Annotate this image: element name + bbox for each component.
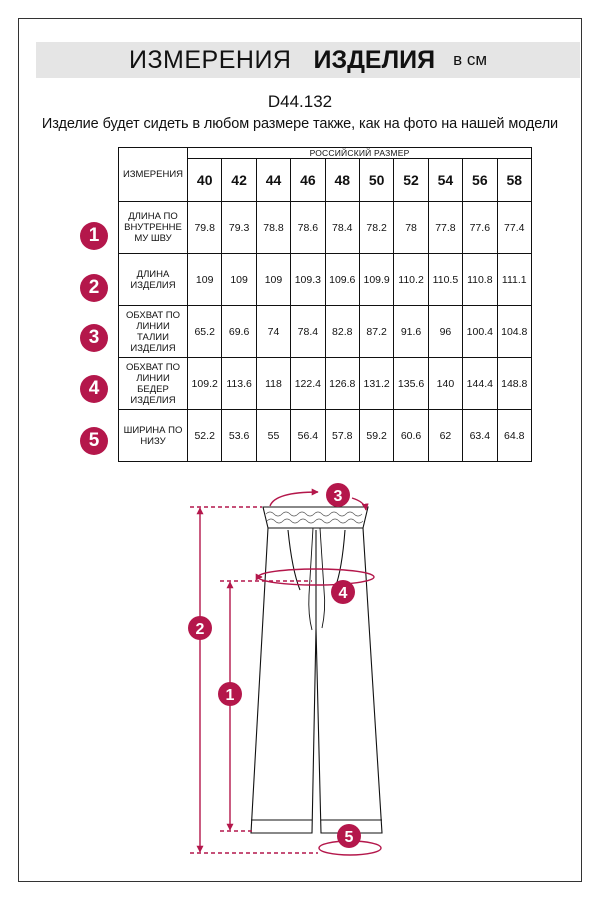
right-pocket [335,530,345,588]
title-bar [36,42,580,78]
size-header-58: 58 [497,159,532,202]
measure-1-inseam [220,581,312,831]
diagram-marker-3 [326,483,350,507]
row-label-line: ШИРИНА ПО [123,424,183,436]
drawstring [309,528,325,630]
measure-column-header: ИЗМЕРЕНИЯ [119,148,188,202]
row-label-line: ИЗДЕЛИЯ [130,342,176,354]
diagram-marker-4 [331,580,355,604]
value-cell: 109 [222,254,256,306]
value-cell: 78.4 [325,202,359,254]
row-label [119,202,188,254]
value-cell: 77.8 [428,202,462,254]
value-cell: 59.2 [359,410,393,462]
value-cell: 148.8 [497,358,532,410]
size-header-56: 56 [463,159,497,202]
diagram-marker-1 [218,682,242,706]
size-group-header: РОССИЙСКИЙ РАЗМЕР [188,148,532,159]
diagram-marker-2 [188,616,212,640]
row-label-line: ОБХВАТ ПО [125,361,181,373]
value-cell: 87.2 [359,306,393,358]
row-label-line: ВНУТРЕННЕ [124,222,182,233]
row-number-badge-5: 5 [80,427,108,455]
size-header-50: 50 [359,159,393,202]
svg-text:5: 5 [344,829,354,846]
value-cell: 79.8 [188,202,222,254]
value-cell: 110.5 [428,254,462,306]
row-label-line: МУ ШВУ [134,233,172,244]
table-body [119,202,532,462]
value-cell: 62 [428,410,462,462]
table-row [119,306,532,358]
svg-text:1: 1 [225,687,235,704]
row-label-line: ТАЛИИ [137,331,169,343]
value-cell: 111.1 [497,254,532,306]
title-unit: в см [453,50,488,69]
row-label-line: НИЗУ [140,435,166,447]
svg-text:4: 4 [338,585,348,602]
value-cell: 78.2 [359,202,393,254]
value-cell: 109 [188,254,222,306]
row-number-badge-4: 4 [80,375,108,403]
value-cell: 64.8 [497,410,532,462]
size-header-54: 54 [428,159,462,202]
model-code: D44.132 [267,92,333,111]
value-cell: 109.2 [188,358,222,410]
row-number-badge-3: 3 [80,324,108,352]
trousers-diagram [0,470,600,870]
value-cell: 63.4 [463,410,497,462]
value-cell: 126.8 [325,358,359,410]
svg-text:3: 3 [333,488,343,505]
value-cell: 65.2 [188,306,222,358]
value-cell: 52.2 [188,410,222,462]
row-label [119,410,188,462]
value-cell: 56.4 [291,410,325,462]
table-row [119,358,532,410]
row-label-line: ИЗДЕЛИЯ [130,279,176,291]
title-product: ИЗДЕЛИЯ [313,45,436,74]
value-cell: 77.4 [497,202,532,254]
waistband [263,507,368,528]
value-cell: 82.8 [325,306,359,358]
value-cell: 109.6 [325,254,359,306]
row-label-line: БЕДЕР [137,383,169,395]
row-label-line: ИЗДЕЛИЯ [130,394,176,406]
row-number-badge-1: 1 [80,222,108,250]
waistband-gather [266,512,363,523]
size-header-44: 44 [256,159,290,202]
size-header-46: 46 [291,159,325,202]
row-label-line: ЛИНИИ [136,320,170,332]
value-cell: 53.6 [222,410,256,462]
value-cell: 96 [428,306,462,358]
size-header-42: 42 [222,159,256,202]
table-row [119,410,532,462]
value-cell: 104.8 [497,306,532,358]
size-header-48: 48 [325,159,359,202]
value-cell: 110.2 [394,254,428,306]
row-label-line: ДЛИНА ПО [128,211,178,222]
row-label [119,254,188,306]
value-cell: 110.8 [463,254,497,306]
value-cell: 144.4 [463,358,497,410]
measure-2-length [190,507,318,853]
value-cell: 109.9 [359,254,393,306]
value-cell: 113.6 [222,358,256,410]
row-label-line: ДЛИНА [136,268,170,280]
diagram-marker-5 [337,824,361,848]
value-cell: 109 [256,254,290,306]
row-label [119,358,188,410]
value-cell: 78.8 [256,202,290,254]
row-label-line: ЛИНИИ [136,372,170,384]
fit-note: Изделие будет сидеть в любом размере также, как на фото на нашей модели [41,116,559,132]
value-cell: 78 [394,202,428,254]
size-table [118,147,532,462]
value-cell: 78.4 [291,306,325,358]
value-cell: 140 [428,358,462,410]
trousers-outline [251,507,382,833]
value-cell: 135.6 [394,358,428,410]
row-number-badge-2: 2 [80,274,108,302]
value-cell: 122.4 [291,358,325,410]
size-header-40: 40 [188,159,222,202]
value-cell: 118 [256,358,290,410]
table-row [119,202,532,254]
value-cell: 57.8 [325,410,359,462]
value-cell: 77.6 [463,202,497,254]
value-cell: 79.3 [222,202,256,254]
row-label [119,306,188,358]
value-cell: 69.6 [222,306,256,358]
title-measurements: ИЗМЕРЕНИЯ [128,45,292,74]
value-cell: 60.6 [394,410,428,462]
size-header-52: 52 [394,159,428,202]
value-cell: 78.6 [291,202,325,254]
value-cell: 74 [256,306,290,358]
value-cell: 109.3 [291,254,325,306]
row-label-line: ОБХВАТ ПО [125,309,181,321]
value-cell: 55 [256,410,290,462]
svg-text:2: 2 [195,621,205,638]
value-cell: 100.4 [463,306,497,358]
value-cell: 91.6 [394,306,428,358]
value-cell: 131.2 [359,358,393,410]
table-row [119,254,532,306]
